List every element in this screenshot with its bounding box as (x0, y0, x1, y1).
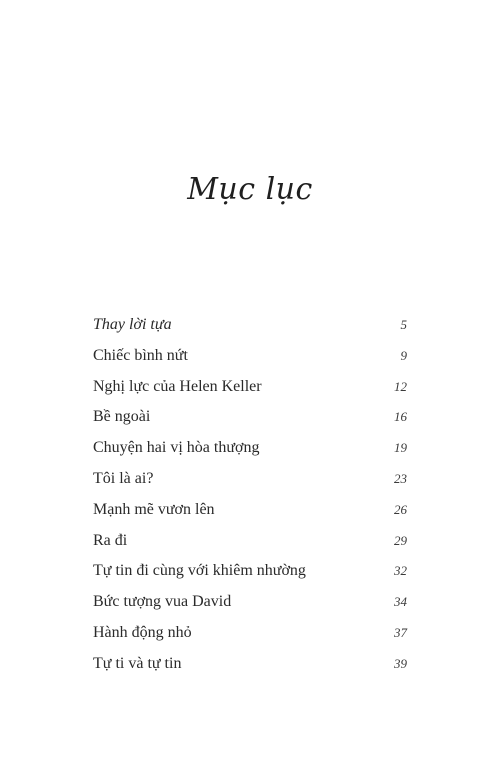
toc-entry-page: 23 (394, 470, 407, 486)
toc-entry-page: 12 (394, 378, 407, 394)
toc-entry-label: Hành động nhỏ (93, 623, 192, 641)
toc-entry-page: 34 (394, 594, 407, 610)
toc-entry-label: Tự ti và tự tin (93, 654, 182, 672)
toc-entry-label: Bề ngoài (93, 408, 151, 426)
toc-row (93, 624, 407, 655)
toc-entry-page: 26 (394, 501, 407, 517)
toc-row (93, 501, 407, 532)
toc-entry-label: Tự tin đi cùng với khiêm nhường (93, 562, 306, 580)
toc-entry-page: 39 (394, 655, 407, 671)
toc-row (93, 347, 407, 378)
toc-entry-page: 16 (394, 409, 407, 425)
toc-entry-label: Chuyện hai vị hòa thượng (93, 439, 260, 457)
toc-entry-label: Mạnh mẽ vươn lên (93, 500, 215, 518)
toc-row (93, 408, 407, 439)
toc-entry-page: 32 (394, 563, 407, 579)
toc-list (93, 316, 407, 686)
toc-row (93, 470, 407, 501)
toc-row (93, 378, 407, 409)
toc-title: Mục lục (187, 172, 313, 207)
toc-entry-label: Chiếc bình nứt (93, 346, 188, 364)
toc-row (93, 439, 407, 470)
toc-row (93, 532, 407, 563)
toc-row (93, 593, 407, 624)
toc-entry-page: 37 (394, 624, 407, 640)
toc-entry-label: Ra đi (93, 531, 128, 549)
toc-entry-page: 5 (400, 317, 407, 332)
toc-entry-page: 19 (394, 440, 407, 456)
toc-row (93, 316, 407, 347)
toc-entry-label: Nghị lực của Helen Keller (93, 377, 262, 395)
toc-row (93, 562, 407, 593)
toc-entry-page: 9 (400, 347, 407, 363)
toc-entry-label: Tôi là ai? (93, 469, 154, 487)
toc-row (93, 655, 407, 686)
toc-entry-label: Bức tượng vua David (93, 593, 232, 611)
toc-entry-label: Thay lời tựa (93, 316, 172, 333)
toc-entry-page: 29 (394, 532, 407, 548)
